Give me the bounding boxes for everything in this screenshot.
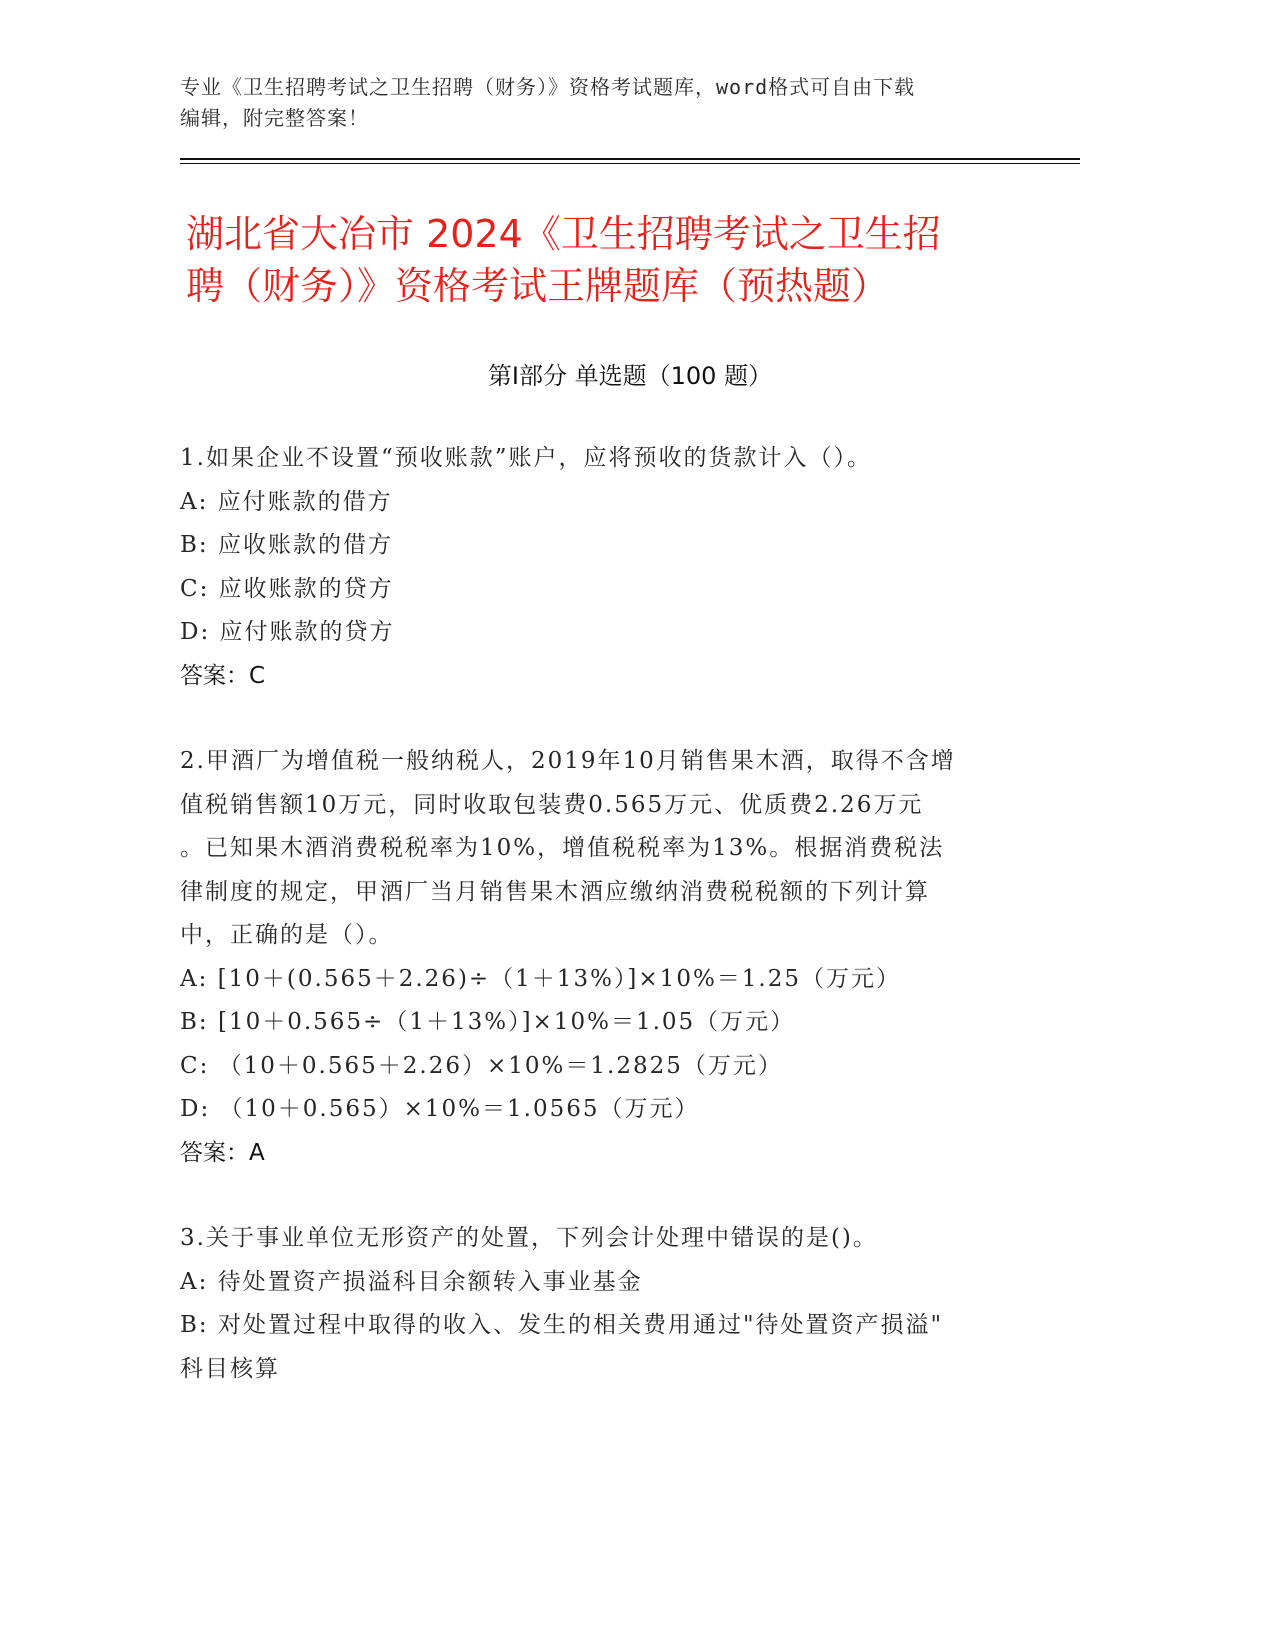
question-stem-line: 3.关于事业单位无形资产的处置，下列会计处理中错误的是()。 [180,1225,878,1251]
header-note [180,72,1080,134]
document-title-line-1: 湖北省大冶市 2024《卫生招聘考试之卫生招 [186,212,941,256]
option-d: D: （10＋0.565）×10%＝1.0565（万元） [180,1096,700,1122]
option-c: C: 应收账款的贷方 [180,575,394,602]
option-a: A: 待处置资产损溢科目余额转入事业基金 [180,1268,643,1295]
question-list [180,437,1080,1391]
section-title: 第Ⅰ部分 单选题（100 题） [487,362,773,390]
header-divider [180,158,1080,164]
question-stem-line: 1.如果企业不设置“预收账款”账户，应将预收的货款计入（）。 [180,445,872,471]
option-c: C: （10＋0.565＋2.26）×10%＝1.2825（万元） [180,1052,783,1079]
question-3 [180,1217,1080,1391]
document-title [180,208,1080,312]
question-stem-line: 2.甲酒厂为增值税一般纳税人，2019年10月销售果木酒，取得不含增 [180,748,956,774]
option-b: B: [10＋0.565÷（1＋13%）]×10%＝1.05（万元） [180,1009,796,1035]
question-stem-line: 中，正确的是（）。 [180,922,394,948]
option-a: A: 应付账款的借方 [180,488,393,515]
document-title-line-2: 聘（财务）》资格考试王牌题库（预热题） [186,264,890,308]
question-2 [180,740,1080,1175]
answer: 答案：C [180,662,266,689]
option-a: A: [10＋(0.565＋2.26)÷（1＋13%）]×10%＝1.25（万元） [180,965,902,992]
question-stem-line: 值税销售额10万元，同时收取包装费0.565万元、优质费2.26万元 [180,791,924,818]
option-b-continued: 科目核算 [180,1355,280,1382]
answer: 答案：A [180,1139,265,1166]
header-note-line-2: 编辑，附完整答案！ [180,106,369,130]
option-d: D: 应付账款的贷方 [180,619,395,645]
option-b: B: 对处置过程中取得的收入、发生的相关费用通过"待处置资产损溢" [180,1312,944,1338]
question-1 [180,437,1080,698]
document-page [180,72,1080,1433]
question-stem-line: 律制度的规定，甲酒厂当月销售果木酒应缴纳消费税税额的下列计算 [180,878,930,905]
header-note-line-1: 专业《卫生招聘考试之卫生招聘（财务）》资格考试题库，word格式可自由下载 [180,75,916,99]
option-b: B: 应收账款的借方 [180,532,393,558]
question-stem-line: 。已知果木酒消费税税率为10%，增值税税率为13%。根据消费税法 [180,835,945,861]
